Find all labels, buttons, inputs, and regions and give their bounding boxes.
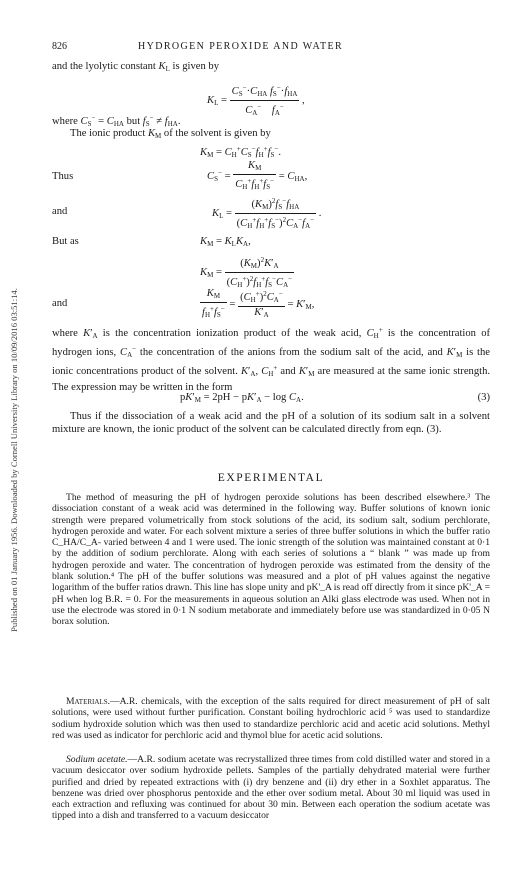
- download-notice: [6, 0, 22, 888]
- running-title: HYDROGEN PEROXIDE AND WATER: [138, 41, 344, 52]
- materials-label: Materials.: [66, 696, 110, 707]
- ionic-product-line: The ionic product $K_M$ of the solvent is given by: [70, 128, 271, 140]
- label-thus: Thus: [52, 171, 74, 182]
- section-heading: EXPERIMENTAL: [217, 472, 325, 484]
- thus-paragraph: Thus if the dissociation of a weak acid and the pH of a solution of its sodium salt in a solvent mixture are known, the ionic product of the solvent can be calculated directly from eqn. (3).: [52, 411, 490, 435]
- equation-number: (3): [477, 392, 490, 403]
- materials-paragraph: Materials.—A.R. chemicals, with the exception of the salts required for direct measurement of pH of salt solutions, were used without further purification. Constant boiling hydrochloric acid ⁵ was used to standardize sodium hydroxide solution which was then used to standardize perchloric acid and acetic acid solutions. Methyl red was used as indicator for perchloric acid and thymol blue for acetic acid solutions.: [52, 696, 490, 741]
- sodium-acetate-label: Sodium acetate.: [66, 754, 128, 765]
- equation-km-2: $K_M = K_LK_A$,: [200, 236, 251, 248]
- equation-km: $K_M = C_H^+C_S^-f_H^+f_S^-$.: [200, 145, 282, 159]
- equation-kl: $K_L$ = $\frac{C_S^-\cdot C_{HA} f_S^-\cdot f_{HA}}{C_A^- f_A^-}$ ,: [207, 84, 305, 117]
- download-notice-text: Published on 01 January 1956. Downloaded by Cornell University Library on 10/09/2016 03:51:14.: [9, 288, 19, 632]
- where-paragraph: where $K'_A$ is the concentration ionization product of the weak acid, $C_H^+$ is the concentration of hydrogen ions, $C_A^-$ the concentration of the anions from the sodium salt of the acid, and $K'_M$ is the ionic concentrations product of the solvent. $K'_A$, $C_H^+$ and $K'_M$ are measured at the same ionic strength. The expression may be written in the form: [52, 326, 491, 393]
- equation-kl-2: $K_L$ = $\frac{(K_M)^2f_S^-f_{HA}}{(C_H^+f_H^+f_S^-)^2C_A^-f_A^-}$ .: [212, 197, 322, 230]
- equation-km-prime: $\frac{K_M}{f_H^+f_S^-}$ = $\frac{(C_H^+)^2C_A^-}{K'_A}$ = $K'_M$,: [202, 288, 315, 319]
- equation-cs: $C_S^-$ = $\frac{K_M}{C_H^+f_H^+f_S^-}$ = $C_{HA}$,: [207, 160, 308, 191]
- experimental-paragraph: The method of measuring the pH of hydrogen peroxide solutions has been described elsewhere.³ The dissociation constant of a weak acid was determined in the following way. Buffer solutions of known ionic strength were prepared volumetrically from stock solutions of the acid, its sodium salt, sodium perchlorate, hydrogen peroxide and water. For each solvent mixture a series of three buffer solutions in which the buffer ratio C_HA/C_A- varied between 4 and 1 were used. The ionic strength of the solution was maintained constant at 0·1 by the addition of sodium perchlorate. Along with each series of solutions a “ blank ” was made up from hydrogen peroxide and water. The concentration of hydrogen peroxide was estimated from the density of the blank solution.⁴ The pH of the buffer solutions was measured and a plot of pH values against the negative logarithm of the buffer ratios drawn. This line has slope unity and pK'_A is read off directly from it since pK'_A = pH when log B.R. = 0. For the measurements in aqueous solution an Alki glass electrode was used. When not in use the electrode was stored in 0·1 N sodium metaborate and immediately before use was standardized in 0·05 N borax solution.: [52, 492, 490, 628]
- where-line: where $C_S^- = C_{HA}$ but $f_S^- \ne f_{HA}$.: [52, 114, 181, 128]
- label-and-1: and: [52, 206, 68, 217]
- equation-km-3: $K_M$ = $\frac{(K_M)^2K'_A}{(C_H^+)^2f_H^+f_S^-C_A^-}$: [200, 256, 293, 289]
- label-and-2: and: [52, 298, 68, 309]
- equation-3: $pK'_M = 2pH - pK'_A - \log C_A$.: [180, 392, 304, 404]
- page-number: 826: [52, 41, 67, 52]
- label-but-as: But as: [52, 236, 79, 247]
- intro-line: and the lyolytic constant $K_L$ is given by: [52, 61, 220, 73]
- sodium-acetate-paragraph: Sodium acetate.—A.R. sodium acetate was recrystallized three times from cold distilled water and stored in a vacuum desiccator over sodium hydroxide pellets. Samples of the partially dehydrated material were further purified and dried by repeated extractions with (i) dry benzene and (ii) dry ether in a Soxhlet apparatus. The benzene was dried over phosphorus pentoxide and the ether over sodium metal. About 30 ml liquid was used in each extraction and refluxing was continued for about 30 min. Between each operation the sodium acetate was tipped into a dish and transferred to a vacuum desiccator: [52, 754, 491, 822]
